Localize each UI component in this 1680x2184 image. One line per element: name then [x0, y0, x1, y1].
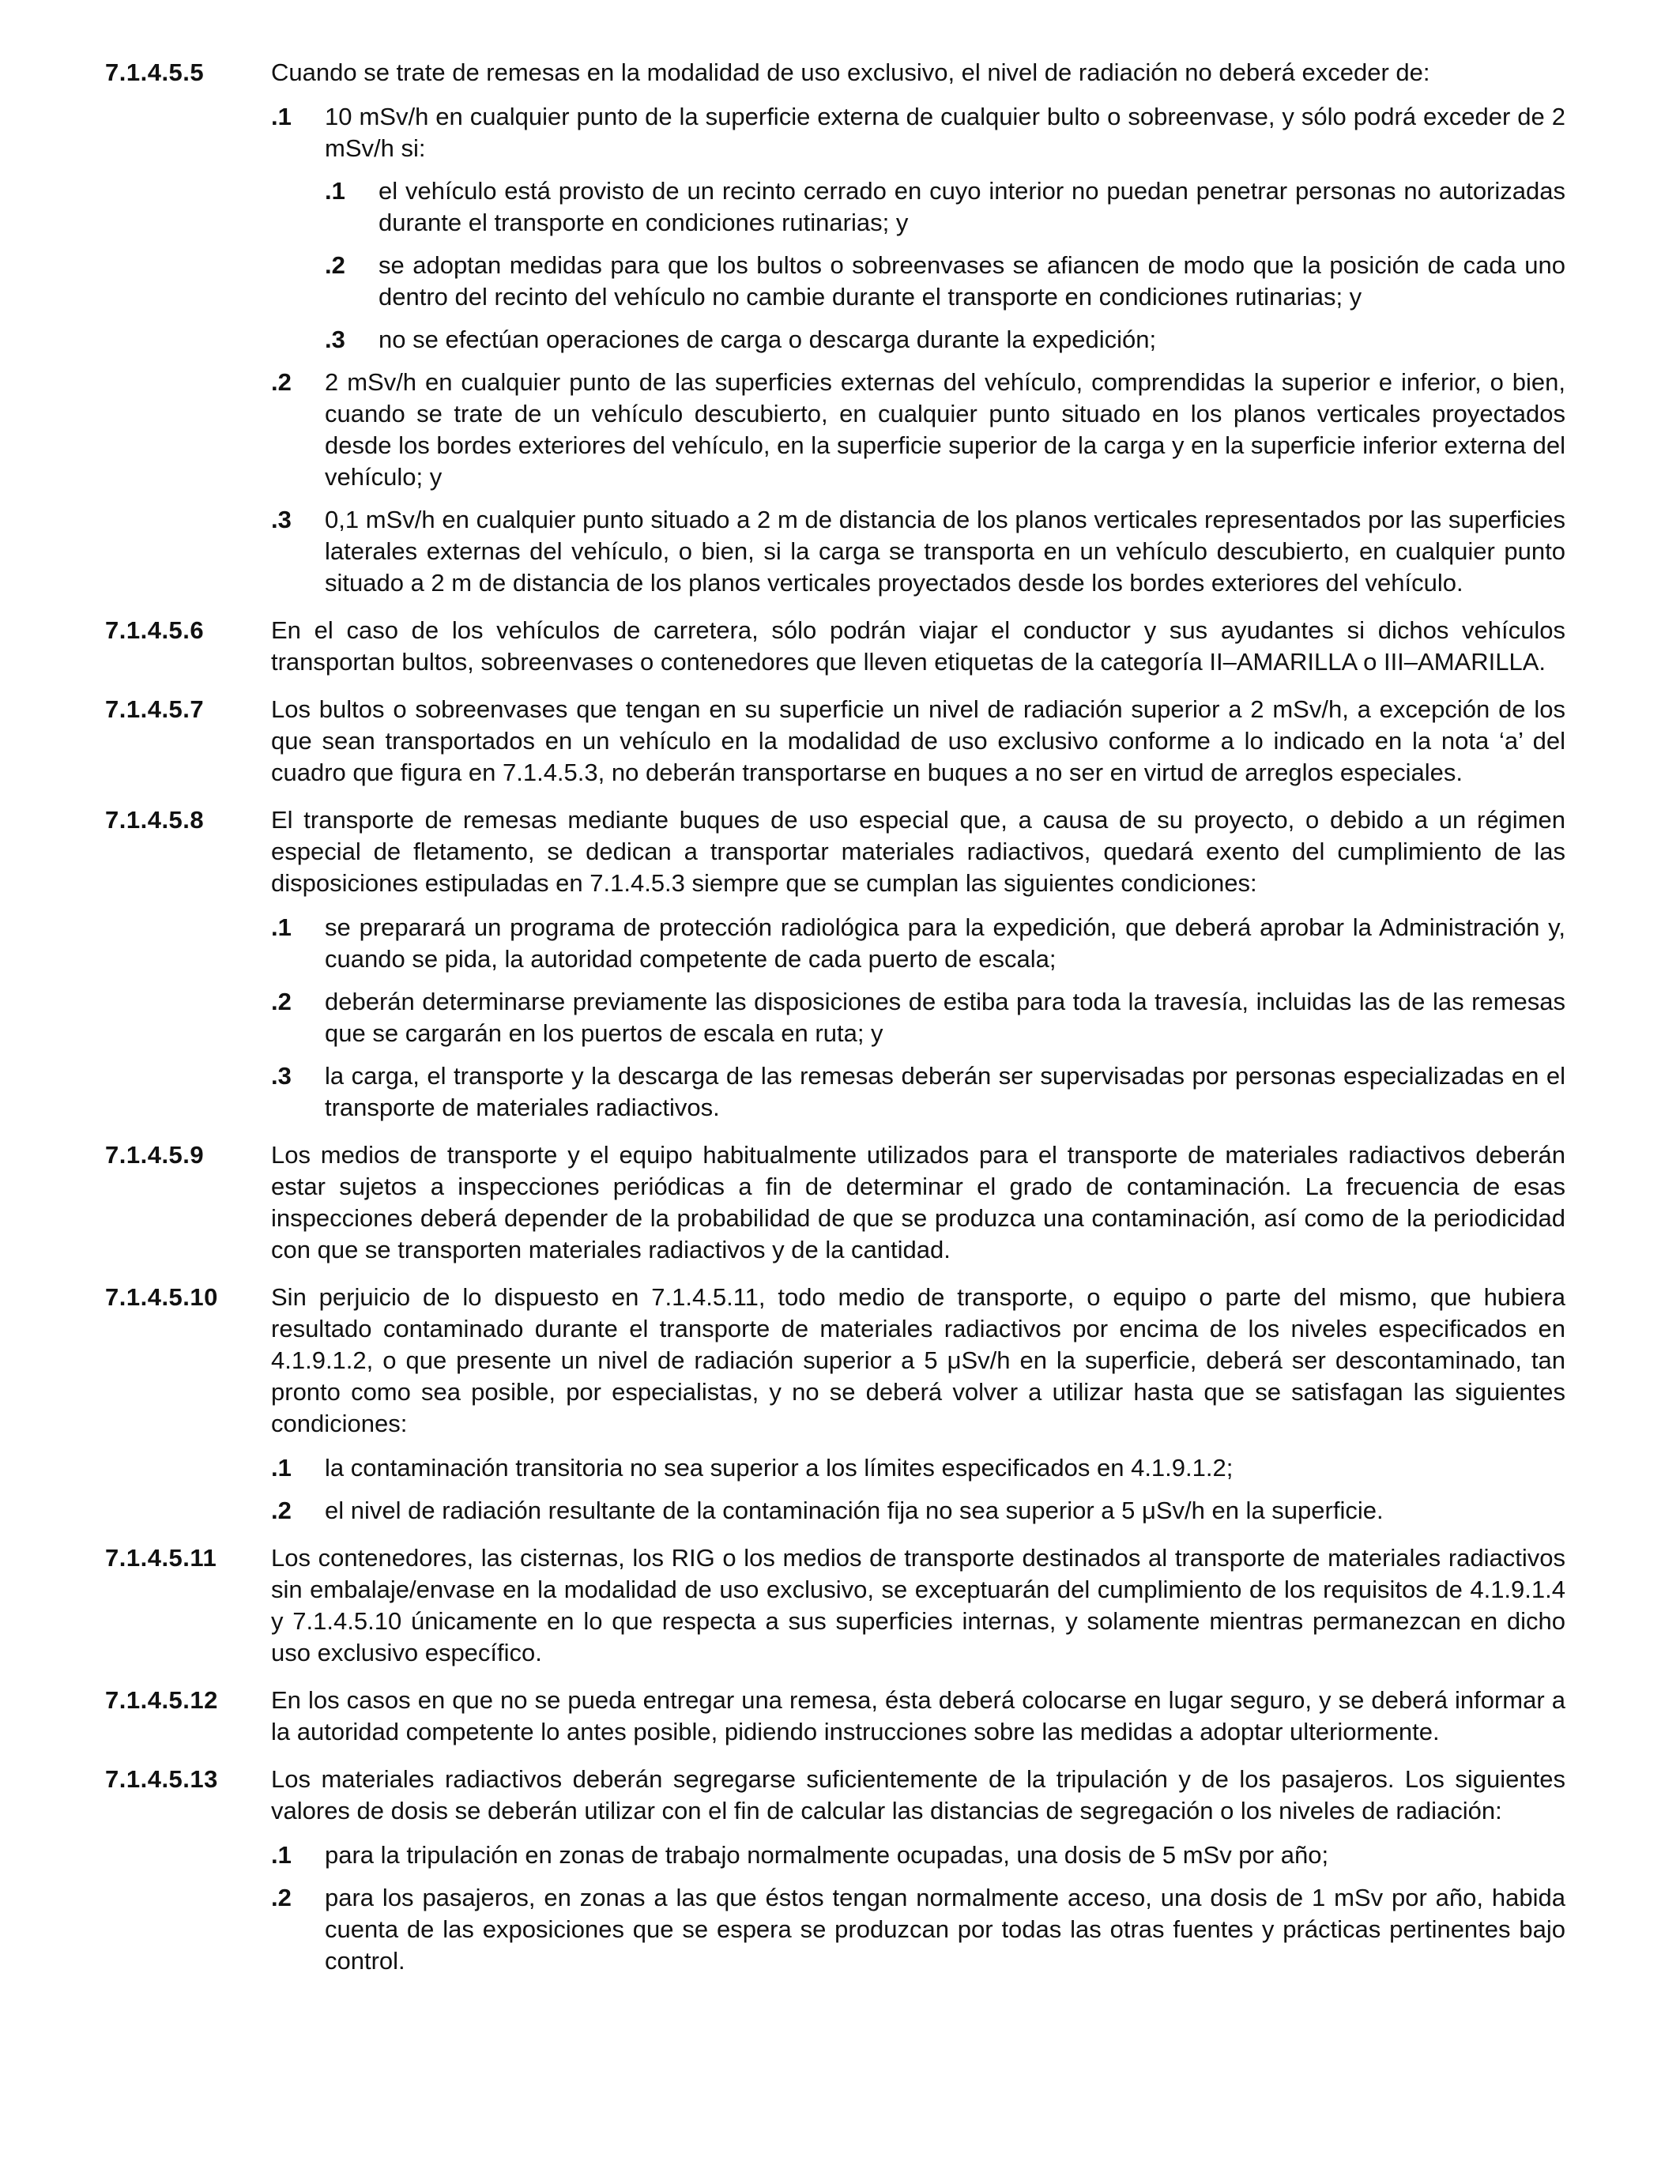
section-7-1-4-5-6 — [0, 615, 1680, 678]
subitem-text: no se efectúan operaciones de carga o descarga durante la expedición; — [379, 326, 1157, 353]
subitem — [325, 175, 1565, 239]
section-body — [271, 804, 1565, 1124]
item-text: el nivel de radiación resultante de la contaminación fija no sea superior a 5 μSv/h en la superficie. — [325, 1497, 1384, 1524]
section-number: 7.1.4.5.9 — [105, 1141, 205, 1169]
section-body — [271, 1282, 1565, 1527]
item-label: .1 — [271, 913, 292, 941]
subitem-label: .3 — [325, 326, 345, 353]
section-body — [271, 1764, 1565, 1977]
subitem — [325, 324, 1565, 356]
section-7-1-4-5-10 — [0, 1282, 1680, 1527]
item-label: .2 — [271, 988, 292, 1015]
section-text: Los bultos o sobreenvases que tengan en su superficie un nivel de radiación superior a 2 mSv/h, a excepción de los que sean transportados en un vehículo en la modalidad de uso exclusivo conforme a lo indicado en la nota ‘a’ del cuadro que figura en 7.1.4.5.3, no deberán transportarse en buques a no ser en virtud de arreglos especiales. — [271, 695, 1565, 786]
section-body — [271, 57, 1565, 599]
section-body — [271, 1685, 1565, 1748]
item-label: .2 — [271, 1884, 292, 1911]
item-list — [271, 1452, 1565, 1527]
section-text: Los medios de transporte y el equipo habitualmente utilizados para el transporte de materiales radiactivos deberán estar sujetos a inspecciones periódicas a fin de determinar el grado de contaminación. La frecuencia de esas inspecciones deberá depender de la probabilidad de que se produzca una contaminación, así como de la periodicidad con que se transporten materiales radiactivos y de la cantidad. — [271, 1141, 1565, 1263]
section-number: 7.1.4.5.13 — [105, 1765, 218, 1793]
section-number: 7.1.4.5.10 — [105, 1283, 218, 1311]
item-label: .2 — [271, 368, 292, 396]
section-7-1-4-5-11 — [0, 1542, 1680, 1669]
item-label: .1 — [271, 1454, 292, 1482]
section-7-1-4-5-7 — [0, 694, 1680, 789]
section-number: 7.1.4.5.5 — [105, 58, 205, 86]
section-body — [271, 1542, 1565, 1669]
list-item — [271, 504, 1565, 599]
item-list — [271, 1839, 1565, 1977]
section-7-1-4-5-13 — [0, 1764, 1680, 1977]
section-number: 7.1.4.5.7 — [105, 695, 205, 723]
subitem-text: se adoptan medidas para que los bultos o sobreenvases se afiancen de modo que la posición de cada uno dentro del recinto del vehículo no cambie durante el transporte en condiciones rutinarias; y — [379, 251, 1565, 311]
item-label: .3 — [271, 506, 292, 533]
section-number: 7.1.4.5.6 — [105, 616, 205, 644]
section-7-1-4-5-9 — [0, 1139, 1680, 1266]
document-body — [0, 57, 1680, 1993]
item-text: deberán determinarse previamente las disposiciones de estiba para toda la travesía, incluidas las de las remesas que se cargarán en los puertos de escala en ruta; y — [325, 988, 1565, 1047]
section-7-1-4-5-12 — [0, 1685, 1680, 1748]
section-number: 7.1.4.5.12 — [105, 1686, 218, 1714]
section-body — [271, 1139, 1565, 1266]
item-label: .3 — [271, 1062, 292, 1090]
item-label: .1 — [271, 103, 292, 130]
section-body — [271, 694, 1565, 789]
list-item — [271, 1060, 1565, 1124]
item-text: para los pasajeros, en zonas a las que éstos tengan normalmente acceso, una dosis de 1 mSv por año, habida cuenta de las exposiciones que se espera se produzcan por todas las otras fuentes y prácticas pertinentes bajo control. — [325, 1884, 1565, 1975]
section-text: Cuando se trate de remesas en la modalidad de uso exclusivo, el nivel de radiación no deberá exceder de: — [271, 58, 1430, 86]
item-text: se preparará un programa de protección radiológica para la expedición, que deberá aprobar la Administración y, cuando se pida, la autoridad competente de cada puerto de escala; — [325, 913, 1565, 973]
list-item — [271, 101, 1565, 356]
section-text: El transporte de remesas mediante buques de uso especial que, a causa de su proyecto, o debido a un régimen especial de fletamento, se dedican a transportar materiales radiactivos, quedará exento del cumplimiento de las disposiciones estipuladas en 7.1.4.5.3 siempre que se cumplan las siguientes condiciones: — [271, 806, 1565, 897]
list-item — [271, 367, 1565, 493]
list-item — [271, 912, 1565, 975]
list-item — [271, 1495, 1565, 1527]
section-text: En los casos en que no se pueda entregar una remesa, ésta deberá colocarse en lugar seguro, y se deberá informar a la autoridad competente lo antes posible, pidiendo instrucciones sobre las medidas a adoptar ulteriormente. — [271, 1686, 1565, 1745]
list-item — [271, 1452, 1565, 1484]
item-text: para la tripulación en zonas de trabajo normalmente ocupadas, una dosis de 5 mSv por año; — [325, 1841, 1329, 1869]
subitem-label: .1 — [325, 177, 345, 205]
section-7-1-4-5-5 — [0, 57, 1680, 599]
item-list — [271, 101, 1565, 599]
item-text: la contaminación transitoria no sea superior a los límites especificados en 4.1.9.1.2; — [325, 1454, 1234, 1482]
item-text: 0,1 mSv/h en cualquier punto situado a 2 m de distancia de los planos verticales representados por las superficies laterales externas del vehículo, o bien, si la carga se transporta en un vehículo descubierto, en cualquier punto situado a 2 m de distancia de los planos verticales proyectados desde los bordes exteriores del vehículo. — [325, 506, 1565, 597]
list-item — [271, 1839, 1565, 1871]
subitem-list — [325, 175, 1565, 356]
section-number: 7.1.4.5.8 — [105, 806, 205, 834]
item-text: 10 mSv/h en cualquier punto de la superficie externa de cualquier bulto o sobreenvase, y sólo podrá exceder de 2 mSv/h si: — [325, 103, 1565, 162]
item-text: 2 mSv/h en cualquier punto de las superficies externas del vehículo, comprendidas la superior e inferior, o bien, cuando se trate de un vehículo descubierto, en cualquier punto situado en los planos verticales proyectados desde los bordes exteriores del vehículo, en la superficie superior de la carga y en la superficie inferior externa del vehículo; y — [325, 368, 1565, 491]
item-list — [271, 912, 1565, 1124]
section-text: En el caso de los vehículos de carretera, sólo podrán viajar el conductor y sus ayudantes si dichos vehículos transportan bultos, sobreenvases o contenedores que lleven etiquetas de la categoría II–AMARILLA o III–AMARILLA. — [271, 616, 1565, 676]
subitem-text: el vehículo está provisto de un recinto cerrado en cuyo interior no puedan penetrar personas no autorizadas durante el transporte en condiciones rutinarias; y — [379, 177, 1565, 236]
section-number: 7.1.4.5.11 — [105, 1544, 217, 1572]
list-item — [271, 986, 1565, 1049]
list-item — [271, 1882, 1565, 1977]
section-text: Los materiales radiactivos deberán segregarse suficientemente de la tripulación y de los pasajeros. Los siguientes valores de dosis se deberán utilizar con el fin de calcular las distancias de segregación o los niveles de radiación: — [271, 1765, 1565, 1824]
subitem — [325, 250, 1565, 313]
section-text: Sin perjuicio de lo dispuesto en 7.1.4.5.11, todo medio de transporte, o equipo o parte del mismo, que hubiera resultado contaminado durante el transporte de materiales radiactivos por encima de los niveles especificados en 4.1.9.1.2, o que presente un nivel de radiación superior a 5 μSv/h en la superficie, deberá ser descontaminado, tan pronto como sea posible, por especialistas, y no se deberá volver a utilizar hasta que se satisfagan las siguientes condiciones: — [271, 1283, 1565, 1437]
item-label: .2 — [271, 1497, 292, 1524]
section-body — [271, 615, 1565, 678]
section-7-1-4-5-8 — [0, 804, 1680, 1124]
item-label: .1 — [271, 1841, 292, 1869]
subitem-label: .2 — [325, 251, 345, 279]
section-text: Los contenedores, las cisternas, los RIG o los medios de transporte destinados al transporte de materiales radiactivos sin embalaje/envase en la modalidad de uso exclusivo, se exceptuarán del cumplimiento de los requisitos de 4.1.9.1.4 y 7.1.4.5.10 únicamente en lo que respecta a sus superficies internas, y solamente mientras permanezcan en dicho uso exclusivo específico. — [271, 1544, 1565, 1666]
item-text: la carga, el transporte y la descarga de las remesas deberán ser supervisadas por personas especializadas en el transporte de materiales radiactivos. — [325, 1062, 1565, 1121]
